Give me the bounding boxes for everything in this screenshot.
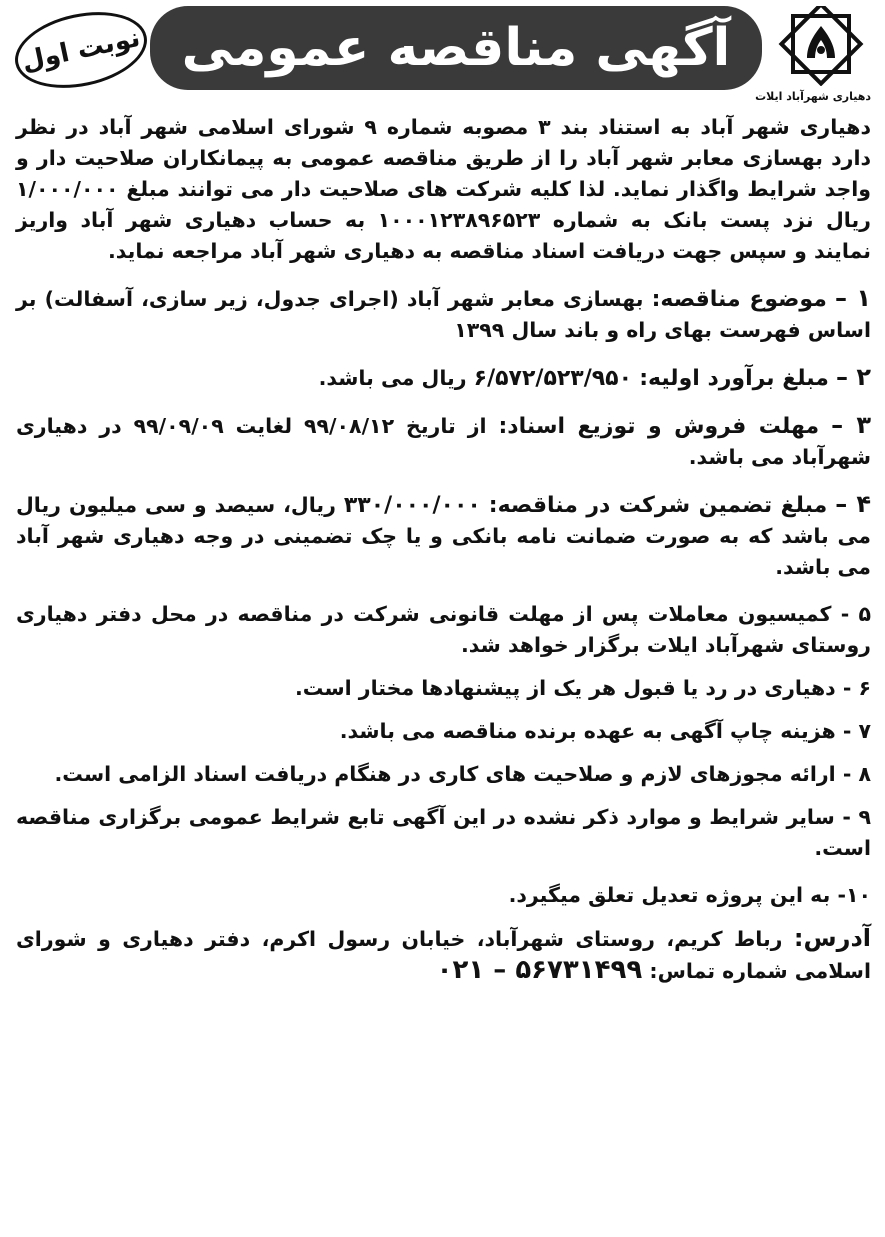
item-text: دهیاری در رد یا قبول هر یک از پیشنهادها مختار است. — [295, 676, 836, 700]
estimate-amount: ۶/۵۷۲/۵۲۳/۹۵۰ — [473, 366, 633, 391]
notice-body — [16, 112, 871, 987]
item-10 — [16, 880, 871, 911]
item-6 — [16, 673, 871, 704]
item-text: ریال می باشد. — [318, 366, 467, 390]
star-emblem-icon — [771, 6, 871, 86]
item-text: از تاریخ ۹۹/۰۸/۱۲ لغایت ۹۹/۰۹/۰۹ در دهیاری شهرآباد می باشد. — [16, 414, 871, 469]
item-7 — [16, 716, 871, 747]
item-text: ریال، سیصد و سی میلیون ریال می باشد که به صورت ضمانت نامه بانکی و یا چک تضمینی در وجه دهیاری شهر آباد می باشد. — [16, 493, 871, 579]
item-number: ۷ - — [842, 719, 871, 743]
phone-number: ۵۶۷۳۱۴۹۹ – ۰۲۱ — [436, 955, 643, 985]
item-number: ۶ - — [842, 676, 871, 700]
item-label: مبلغ تضمین شرکت در مناقصه: — [488, 493, 828, 518]
item-text: سایر شرایط و موارد ذکر نشده در این آگهی تابع شرایط عمومی برگزاری مناقصه است. — [16, 805, 871, 860]
address-label: آدرس: — [793, 924, 871, 952]
logo-caption: دهیاری شهرآباد ایلات — [755, 90, 871, 103]
item-number: ۵ - — [840, 602, 871, 626]
item-text: کمیسیون معاملات پس از مهلت قانونی شرکت در مناقصه در محل دفتر دهیاری روستای شهرآباد ایلات برگزار خواهد شد. — [16, 602, 871, 657]
edition-badge-label: نوبت اول — [19, 22, 143, 78]
item-text: ارائه مجوزهای لازم و صلاحیت های کاری در هنگام دریافت اسناد الزامی است. — [54, 762, 836, 786]
item-label: مهلت فروش و توزیع اسناد: — [498, 414, 820, 439]
intro-paragraph: دهیاری شهر آباد به استناد بند ۳ مصوبه شماره ۹ شورای اسلامی شهر آباد در نظر دارد بهسازی معابر شهر آباد را از طریق مناقصه عمومی به پیمانکاران صلاحیت دار و واجد شرایط واگذار نماید. لذا کلیه شرکت های صلاحیت دار می توانند مبلغ ۱/۰۰۰/۰۰۰ ریال نزد پست بانک به شماره ۱۰۰۰۱۲۳۸۹۶۵۲۳ به حساب دهیاری شهر آباد واریز نمایند و سپس جهت دریافت اسناد مناقصه به دهیاری شهر آباد مراجعه نماید. — [16, 115, 872, 263]
item-number: ۴ – — [835, 490, 872, 518]
item-5 — [16, 599, 871, 661]
item-label: موضوع مناقصه: — [651, 287, 827, 312]
item-4 — [16, 489, 871, 583]
address-text: رباط کریم، روستای شهرآباد، خیابان رسول اکرم، دفتر دهیاری و شورای اسلامی شماره تماس: — [16, 927, 871, 983]
item-number: ۱ – — [834, 284, 871, 312]
item-1 — [16, 283, 871, 346]
item-text: هزینه چاپ آگهی به عهده برنده مناقصه می باشد. — [339, 719, 836, 743]
item-number: ۱۰- — [837, 883, 871, 907]
notice-title: آگهی مناقصه عمومی — [181, 18, 731, 78]
item-number: ۲ – — [835, 363, 871, 391]
guarantee-amount: ۳۳۰/۰۰۰/۰۰۰ — [343, 493, 481, 518]
item-9 — [16, 802, 871, 864]
item-number: ۹ - — [842, 805, 871, 829]
organization-logo — [755, 6, 871, 110]
item-text: به این پروژه تعدیل تعلق میگیرد. — [508, 883, 831, 907]
item-number: ۸ - — [842, 762, 871, 786]
item-3 — [16, 410, 871, 473]
item-2 — [16, 362, 871, 394]
item-text: بهسازی معابر شهر آباد (اجرای جدول، زیر سازی، آسفالت) بر اساس فهرست بهای راه و باند سال ۱۳۹۹ — [16, 287, 871, 342]
address-block — [16, 923, 871, 987]
item-8 — [16, 759, 871, 790]
item-label: مبلغ برآورد اولیه: — [639, 366, 829, 391]
item-number: ۳ – — [831, 411, 871, 439]
